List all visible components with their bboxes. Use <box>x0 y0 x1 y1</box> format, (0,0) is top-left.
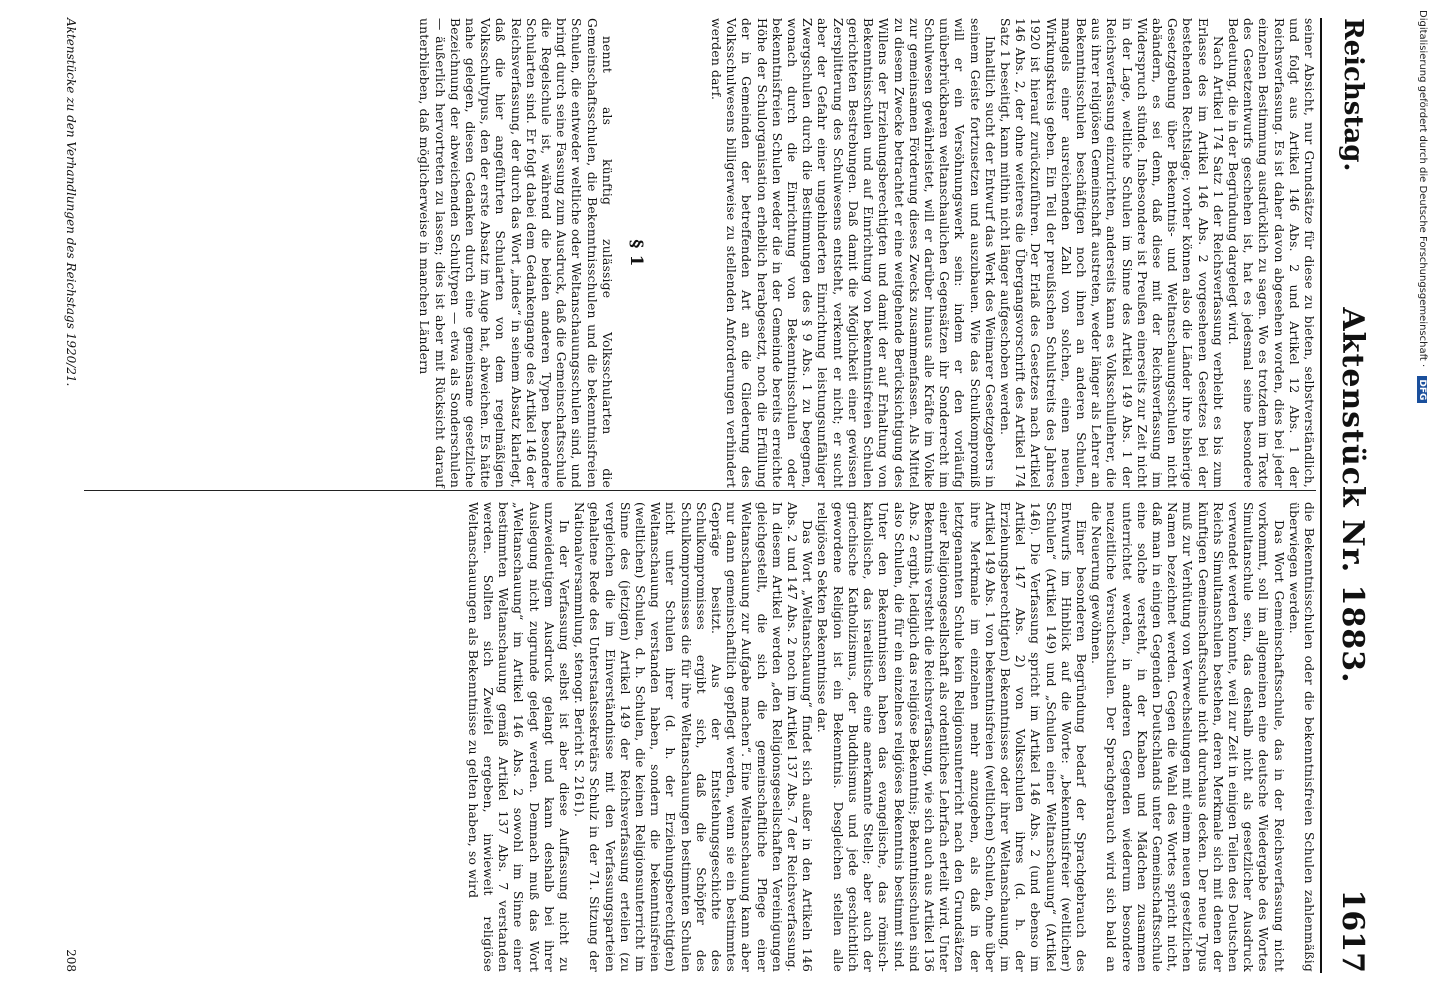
right-paragraph: die Bekenntnisschulen oder die bekenntnisfreien Schulen zahlenmäßig überwiegen werden. <box>1286 502 1316 972</box>
header-rule <box>1320 18 1322 973</box>
header-title: Aktenstück Nr. 1883. <box>1335 307 1370 684</box>
digitization-credit <box>1414 10 1430 990</box>
right-paragraph: Das Wort „Weltanschauung“ findet sich außer in den Artikeln 146 Abs. 2 und 147 Abs. 2 noch im Artikel 137 Abs. 7 der Reichsverfassung. In diesem Artikel werden „den Religionsgesellschaften Vereinigungen gleichgestellt, die sich die gemeinschaftliche Pflege einer Weltanschauung zur Aufgabe machen“. Eine Weltanschauung kann aber nur dann gemeinschaftlich gepflegt werden, wenn sie ein bestimmtes Gepräge besitzt. Aus der Entstehungsgeschichte des Schulkompromisses ergibt sich, daß die Schöpfer des Schulkompromisses die für ihre Weltanschauungen bestimmten Schulen nicht unter Schulen ihrer (d. h. der Erziehungsberechtigten) Weltanschauung verstanden haben, sondern die bekenntnisfreien (weltlichen) Schulen, d. h. Schulen, die keinen Religionsunterricht im Sinne des (jetzigen) Artikel 149 der Reichsverfassung erteilen (zu vergleichen die im Einverständnisse mit den Verfassungsparteien gehaltene Rede des Unterstaatssekretärs Schulz in der 71. Sitzung der Nationalversammlung, stenogr. Bericht S. 2161). <box>572 502 815 972</box>
header-left: Reichstag. <box>1338 18 1368 172</box>
dfg-logo: DFG <box>1417 376 1427 403</box>
column-divider <box>84 490 1316 491</box>
right-paragraph: Einer besonderen Begründung bedarf der Sprachgebrauch des Entwurfs im Hinblick auf die Worte: „bekenntnisfreier (weltlicher) Schulen“ (Artikel 149) und „Schulen einer Weltanschauung“ (Artikel 146). Die Verfassung spricht im Artikel 146 Abs. 2 (und ebenso im Artikel 147 Abs. 2) von Volksschulen ihres (d. h. der Erziehungsberechtigten) Bekenntnisses oder ihrer Weltanschauung, im Artikel 149 Abs. 1 von bekenntnisfreien (weltlichen) Schulen, ohne über ihre Merkmale im einzelnen mehr anzugeben, als daß in der letztgenannten Schule kein Religionsunterricht nach den Grundsätzen einer Religionsgesellschaft als ordentliches Lehrfach erteilt wird. Unter Bekenntnis versteht die Reichsverfassung, wie sich auch aus Artikel 136 Abs. 2 ergibt, lediglich das religiöse Bekenntnis; Bekenntnisschulen sind also Schulen, die für ein einzelnes religiöses Bekenntnis bestimmt sind. Unter den Bekenntnissen haben das evangelische, das römisch-katholische, das israelitische eine anerkannte Stelle; aber auch der griechische Katholizismus, der Buddhismus und jede geschichtlich gewordene Religion ist ein Bekenntnis. Desgleichen stellen alle religiösen Sekten Bekenntnisse dar. <box>815 502 1088 972</box>
left-paragraph: Inhaltlich sucht der Entwurf das Werk des Weimarer Gesetzgebers in seinem Geiste fortzusetzen und auszubauen. Wie das Schulkompromiß will er ein Versöhnungswerk sein: indem er den vorläufig unüberbrückbaren weltanschaulichen Gegensätzen ihr Sonderrecht im Schulwesen gewährleistet, will er darüber hinaus alle Kräfte im Volke zur gemeinsamen Förderung dieses Zwecks zusammenfassen. Als Mittel zu diesem Zwecke betrachtet er eine weitgehende Berücksichtigung des Willens der Erziehungsberechtigten und damit der auf Erhaltung von Bekenntnisschulen und auf Einrichtung von bekenntnisfreien Schulen gerichteten Bestrebungen. Daß damit die Möglichkeit einer gewissen Zersplitterung des Schulwesens entsteht, verkennt er nicht; er sucht aber der Gefahr einer ungehinderten Einrichtung leistungsunfähiger Zwergschulen durch die Bestimmungen des § 9 Abs. 1 zu begegnen, wonach durch die Einrichtung von Bekenntnisschulen oder bekenntnisfreien Schulen weder die in der Gemeinde bereits erreichte Höhe der Schulorganisation erheblich herabgesetzt, noch die Erfüllung der in Gemeinden der betreffenden Art an die Gliederung des Volksschulwesens billigerweise zu stellenden Anforderungen verhindert werden darf. <box>709 18 997 488</box>
document-page <box>14 0 1414 1000</box>
left-paragraph: Nach Artikel 174 Satz 1 der Reichsverfassung verbleibt es bis zum Erlasse des im Artikel 146 Abs. 2 vorgesehenen Gesetzes bei der bestehenden Rechtslage; vorher können also die Länder ihre bisherige Gesetzgebung über Bekenntnis- und Weltanschauungsschulen nicht abändern, es sei denn, daß diese mit der Reichsverfassung im Widerspruch stünde. Insbesondere ist Preußen einerseits zur Zeit nicht in der Lage, weltliche Schulen im Sinne des Artikel 149 Abs. 1 der Reichsverfassung einzurichten, anderseits kann es Volksschullehrer, die aus ihrer religiösen Gemeinschaft austreten, weder länger als Lehrer an Bekenntnisschulen beschäftigen noch ihnen an anderen Schulen, mangels einer ausreichenden Zahl von solchen, einen neuen Wirkungskreis geben. Ein Teil der preußischen Schulstreits des Jahres 1920 ist hierauf zurückzuführen. Der Erlaß des Gesetzes nach Artikel 146 Abs. 2, der ohne weiteres die Übergangsvorschrift des Artikel 174 Satz 1 beseitigt, kann mithin nicht länger aufgeschoben werden. <box>997 18 1225 488</box>
right-column <box>465 502 1316 972</box>
page-header <box>1328 18 1374 973</box>
page-footer: Aktenstücke zu den Verhandlungen des Reichstags 1920/21. <box>64 18 78 387</box>
section-heading: § 1 <box>625 239 646 267</box>
sheet-number: 208 <box>64 949 78 972</box>
left-column <box>416 18 1316 488</box>
credit-text: Digitalisierung gefördert durch die Deutsche Forschungsgemeinschaft · <box>1417 10 1428 368</box>
right-paragraph: Das Wort Gemeinschaftsschule, das in der Reichsverfassung nicht vorkommt, soll im allgemeinen eine deutsche Wiedergabe des Wortes Simultanschule sein, das deshalb nicht als gesetzlicher Ausdruck verwendet werden konnte, weil zur Zeit in einigen Teilen des Deutschen Reichs Simultanschulen bestehen, deren Merkmale sich mit denen der künftigen Gemeinschaftsschule nicht durchaus decken. Der neue Typus muß zur Verhütung von Verwechselungen mit einem neuen gesetzlichen Namen bezeichnet werden. Gegen die Wahl des Wortes spricht nicht, daß man in einigen Gegenden Deutschlands unter Gemeinschaftsschule eine solche versteht, in der Knaben und Mädchen zusammen unterrichtet werden, in anderen Gegenden wiederum besondere neuzeitliche Versuchsschulen. Der Sprachgebrauch wird sich bald an die Neuerung gewöhnen. <box>1089 502 1286 972</box>
right-paragraph: In der Verfassung selbst ist aber diese Auffassung nicht zu unzweideutigem Ausdruck gelangt und kann deshalb bei ihrer Auslegung nicht zugrunde gelegt werden. Demnach muß das Wort „Weltanschauung“ im Artikel 146 Abs. 2 sowohl im Sinne einer bestimmten Weltanschauung gemäß Artikel 137 Abs. 7 verstanden werden. Sollten sich Zweifel ergeben, inwieweit religiöse Weltanschauungen als Bekenntnisse zu gelten haben, so wird <box>465 502 572 972</box>
left-paragraph: nennt als künftig zulässige Volksschularten die Gemeinschaftsschulen, die Bekenntnisschulen und die bekenntnisfreien Schulen, die entweder weltliche oder Weltanschauungsschulen sind, und bringt durch seine Fassung zum Ausdruck, daß die Gemeinschaftsschule die Regelschule ist, während die beiden anderen Typen besondere Schularten sind. Er folgt dabei dem Gedankengange des Artikel 146 der Reichsverfassung, der durch das Wort „indes“ in seinem Absatz klarlegt, daß die hier angeführten Schularten von dem regelmäßigen Volksschultypus, den der erste Absatz im Auge hat, abweichen. Es hätte nahe gelegen, diesen Gedanken durch eine gemeinsame gesetzliche Bezeichnung der abweichenden Schultypen — etwa als Sonderschulen — äußerlich hervortreten zu lassen; dies ist aber mit Rücksicht darauf unterblieben, daß möglicherweise in manchen Ländern <box>417 18 614 488</box>
left-paragraph: seiner Absicht, nur Grundsätze für diese zu bieten, selbstverständlich, und folgt aus Artikel 146 Abs. 2 und Artikel 12 Abs. 1 der Reichsverfassung. Es ist daher davon abgesehen worden, dies bei jeder einzelnen Bestimmung ausdrücklich zu sagen. Wo es trotzdem im Texte des Gesetzentwurfs geschehen ist, hat es jedesmal seine besondere Bedeutung, die in der Begründung dargelegt wird. <box>1225 18 1316 488</box>
header-page-number: 1617 <box>1335 889 1370 973</box>
